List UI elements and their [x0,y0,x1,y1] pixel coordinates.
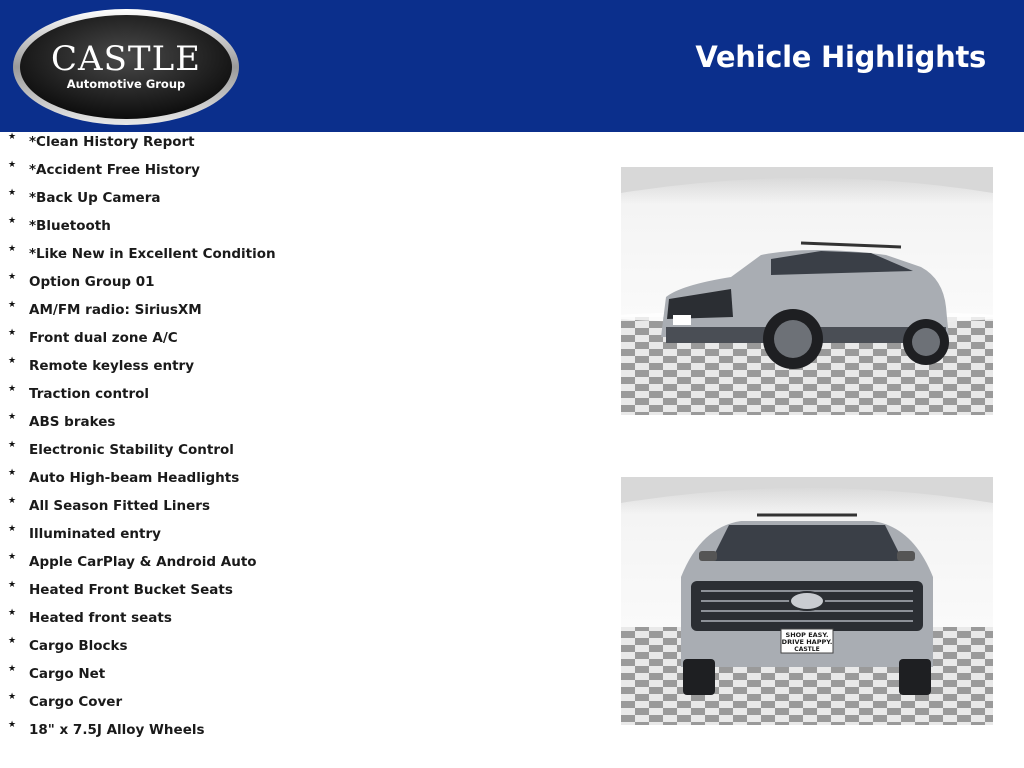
highlight-item [0,352,400,380]
star-bullet-icon: ★ [8,188,17,198]
highlight-item [0,576,400,604]
highlight-item [0,548,400,576]
page-title: Vehicle Highlights [695,40,986,74]
highlight-item [0,660,400,688]
highlight-item [0,324,400,352]
highlight-item [0,268,400,296]
vehicle-photo-side [621,167,993,415]
vehicle-photo-front [621,477,993,725]
star-bullet-icon: ★ [8,524,17,534]
highlight-item [0,492,400,520]
highlight-item [0,688,400,716]
highlight-item [0,128,400,156]
highlight-label: *Like New in Excellent Condition [29,246,276,262]
highlight-label: *Accident Free History [29,162,200,178]
star-bullet-icon: ★ [8,160,17,170]
star-bullet-icon: ★ [8,412,17,422]
star-bullet-icon: ★ [8,636,17,646]
star-bullet-icon: ★ [8,132,17,142]
plate-line-1: SHOP EASY. [785,631,829,639]
highlight-label: ABS brakes [29,414,116,430]
highlight-label: Illuminated entry [29,526,161,542]
star-bullet-icon: ★ [8,580,17,590]
highlight-item [0,212,400,240]
highlight-label: Cargo Cover [29,694,123,710]
plate-line-3: CASTLE [794,646,820,653]
star-bullet-icon: ★ [8,440,17,450]
highlight-label: Traction control [29,386,150,402]
star-bullet-icon: ★ [8,692,17,702]
star-bullet-icon: ★ [8,300,17,310]
star-bullet-icon: ★ [8,328,17,338]
star-bullet-icon: ★ [8,384,17,394]
highlight-label: Electronic Stability Control [29,442,234,458]
highlight-item [0,296,400,324]
castle-logo [12,8,240,126]
logo-text-sub: Automotive Group [66,77,186,91]
highlight-label: Remote keyless entry [29,358,195,374]
highlight-label: 18" x 7.5J Alloy Wheels [29,722,205,738]
header-banner [0,0,1024,132]
highlight-label: Front dual zone A/C [29,330,178,346]
highlight-item [0,604,400,632]
highlight-label: AM/FM radio: SiriusXM [29,302,202,318]
highlights-list [0,128,400,744]
highlight-item [0,464,400,492]
highlight-label: *Bluetooth [29,218,111,234]
star-bullet-icon: ★ [8,552,17,562]
highlight-label: *Clean History Report [29,134,195,150]
star-bullet-icon: ★ [8,356,17,366]
highlight-label: Apple CarPlay & Android Auto [29,554,257,570]
highlight-item [0,156,400,184]
star-bullet-icon: ★ [8,244,17,254]
star-bullet-icon: ★ [8,496,17,506]
highlight-label: Auto High-beam Headlights [29,470,240,486]
highlight-label: *Back Up Camera [29,190,161,206]
logo-text-main: CASTLE [51,39,201,79]
highlight-label: Cargo Blocks [29,638,128,654]
highlight-item [0,240,400,268]
star-bullet-icon: ★ [8,608,17,618]
highlight-label: Heated front seats [29,610,172,626]
highlight-item [0,184,400,212]
star-bullet-icon: ★ [8,216,17,226]
highlight-item [0,408,400,436]
highlight-label: Heated Front Bucket Seats [29,582,233,598]
highlight-label: Cargo Net [29,666,106,682]
highlight-label: Option Group 01 [29,274,155,290]
highlight-item [0,380,400,408]
highlight-label: All Season Fitted Liners [29,498,210,514]
highlight-item [0,632,400,660]
star-bullet-icon: ★ [8,720,17,730]
highlight-item [0,436,400,464]
star-bullet-icon: ★ [8,468,17,478]
highlight-item [0,520,400,548]
star-bullet-icon: ★ [8,272,17,282]
highlight-item [0,716,400,744]
star-bullet-icon: ★ [8,664,17,674]
plate-line-2: DRIVE HAPPY. [781,638,833,646]
